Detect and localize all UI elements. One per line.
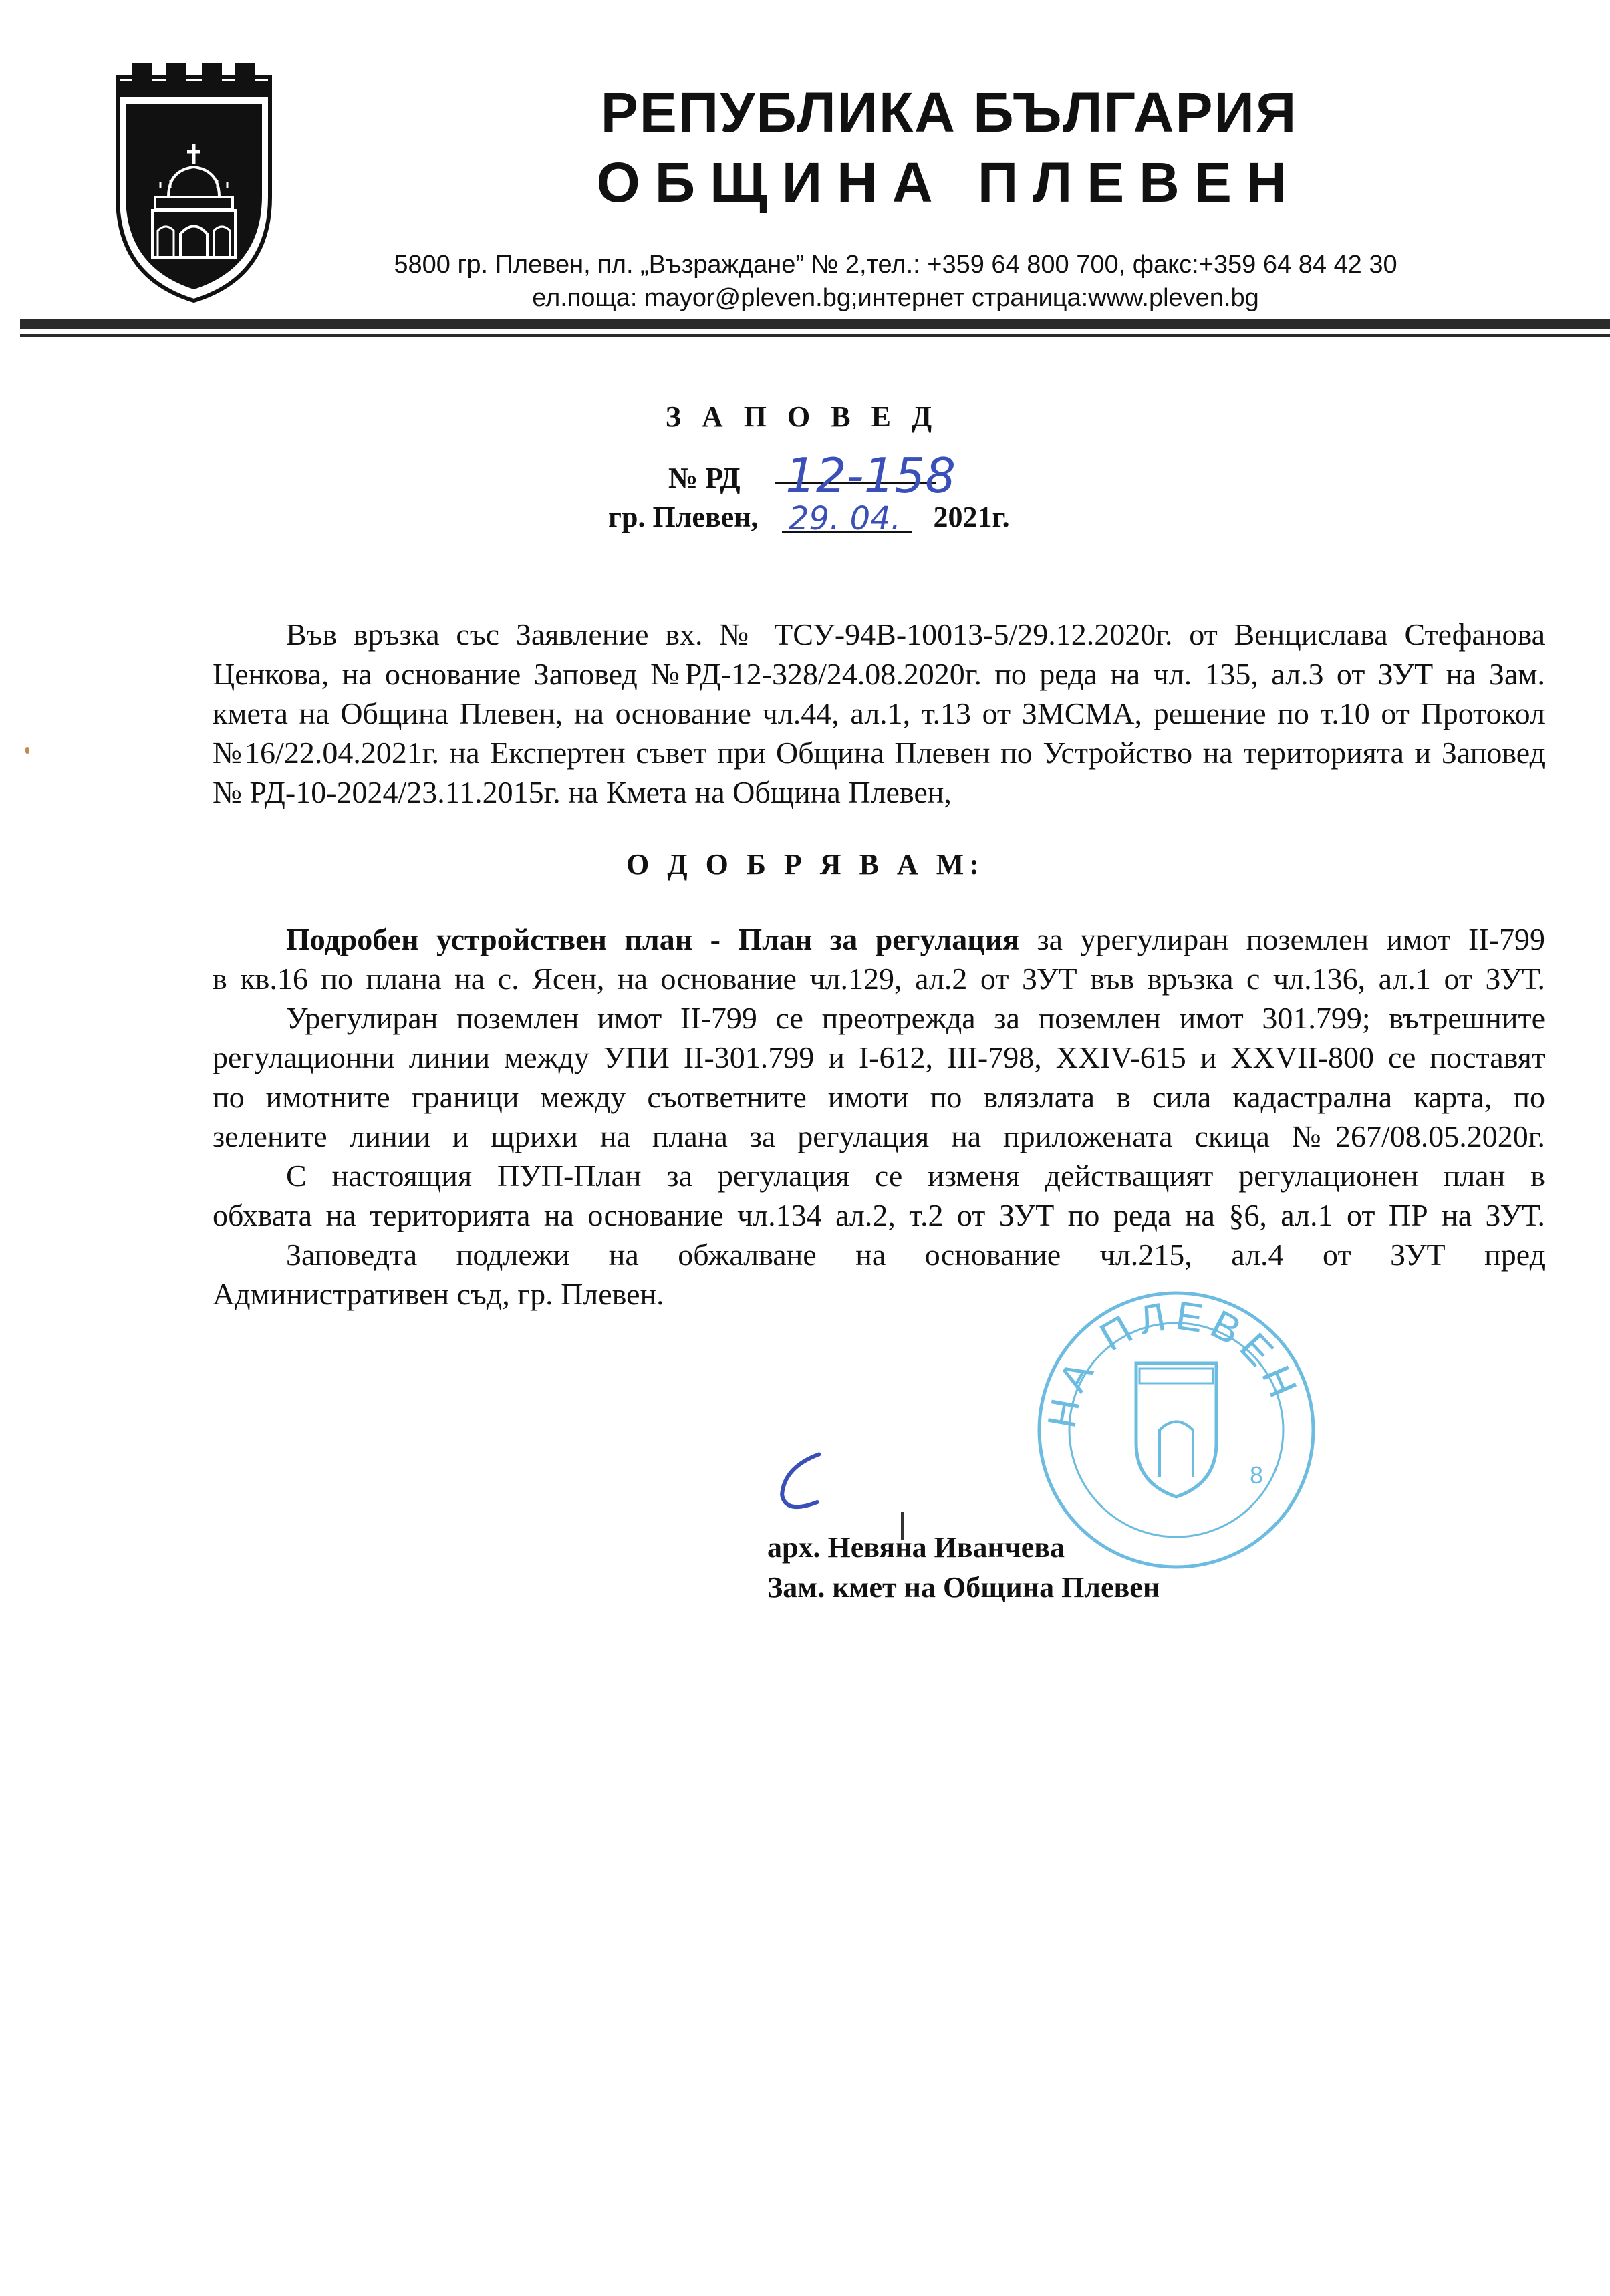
approval-line-5: по имотните граници между съответните имоти по влязлата в сила кадастрална карта, по: [213, 1080, 1545, 1114]
order-number-prefix: № РД: [668, 462, 741, 494]
stamp-text: НА ПЛЕВЕН: [1039, 1292, 1309, 1432]
order-year: 2021г.: [933, 500, 1010, 533]
approve-heading: О Д О Б Р Я В А М:: [626, 848, 984, 881]
approval-line-2: в кв.16 по плана на с. Ясен, на основание чл.129, ал.2 от ЗУТ във връзка с чл.136, ал.1 от ЗУТ.: [213, 962, 1545, 996]
header-divider-thin: [20, 334, 1610, 337]
header-contacts: ел.поща: mayor@pleven.bg;интернет страница:www.pleven.bg: [532, 284, 1259, 312]
pleven-coat-of-arms-logo: [114, 63, 274, 304]
approval-line-8: обхвата на територията на основание чл.134 ал.2, т.2 от ЗУТ по реда на §6, ал.1 от ПР на ЗУТ.: [213, 1198, 1545, 1232]
order-city: гр. Плевен,: [608, 500, 759, 533]
scan-smudge: [25, 747, 29, 754]
approval-line-1-rest: за урегулиран поземлен имот II-799: [1019, 922, 1545, 956]
order-number-handwritten: 12-158: [785, 448, 956, 504]
official-stamp: [1029, 1283, 1323, 1577]
approval-plan-title: Подробен устройствен план - План за регулация: [286, 922, 1020, 956]
header-divider-thick: [20, 319, 1610, 329]
stamp-digit: 8: [1250, 1461, 1264, 1489]
signer-position: Зам. кмет на Община Плевен: [767, 1571, 1160, 1604]
order-preamble: [213, 615, 1545, 812]
header-address: 5800 гр. Плевен, пл. „Възраждане” № 2,тел.: +359 64 800 700, факс:+359 64 84 42 30: [394, 251, 1397, 279]
header-title-municipality: ОБЩИНА ПЛЕВЕН: [596, 151, 1302, 214]
approval-line-7: С настоящия ПУП-План за регулация се изменя действащият регулационен план в: [286, 1159, 1545, 1193]
approval-line-1: [213, 919, 1545, 959]
signer-name: арх. Невяна Иванчева: [767, 1531, 1065, 1564]
approval-line-10: Административен съд, гр. Плевен.: [213, 1277, 664, 1311]
order-date-handwritten: 29. 04.: [789, 500, 901, 537]
approval-line-3: Урегулиран поземлен имот II-799 се преотрежда за поземлен имот 301.799; вътрешните: [286, 1001, 1545, 1035]
approval-line-6: зелените линии и щрихи на плана за регулация на приложената скица №267/08.05.2020г.: [213, 1119, 1545, 1153]
approval-line-9: Заповедта подлежи на обжалване на основание чл.215, ал.4 от ЗУТ пред: [286, 1238, 1545, 1272]
approval-line-4: регулационни линии между УПИ II-301.799 и I-612, III-798, XXIV-615 и XXVII-800 се поставят: [213, 1040, 1545, 1074]
header-title-republic: РЕПУБЛИКА БЪЛГАРИЯ: [600, 81, 1298, 144]
approval-text: [213, 919, 1545, 1314]
preamble-text: Във връзка със Заявление вх. № ТСУ-94В-10013-5/29.12.2020г. от Венцислава Стефанова Ценкова, на основание Заповед №РД-12-328/24.08.2020г. по реда на чл. 135, ал.3 от ЗУТ на Зам. кмета на Община Плевен, на основание чл.44, ал.1, т.13 от ЗМСМА, решение по т.10 от Протокол №16/22.04.2021г. на Експертен съвет при Община Плевен по Устройство на територията и Заповед № РД-10-2024/23.11.2015г. на Кмета на Община Плевен,: [213, 617, 1545, 809]
order-heading: З А П О В Е Д: [665, 400, 939, 433]
